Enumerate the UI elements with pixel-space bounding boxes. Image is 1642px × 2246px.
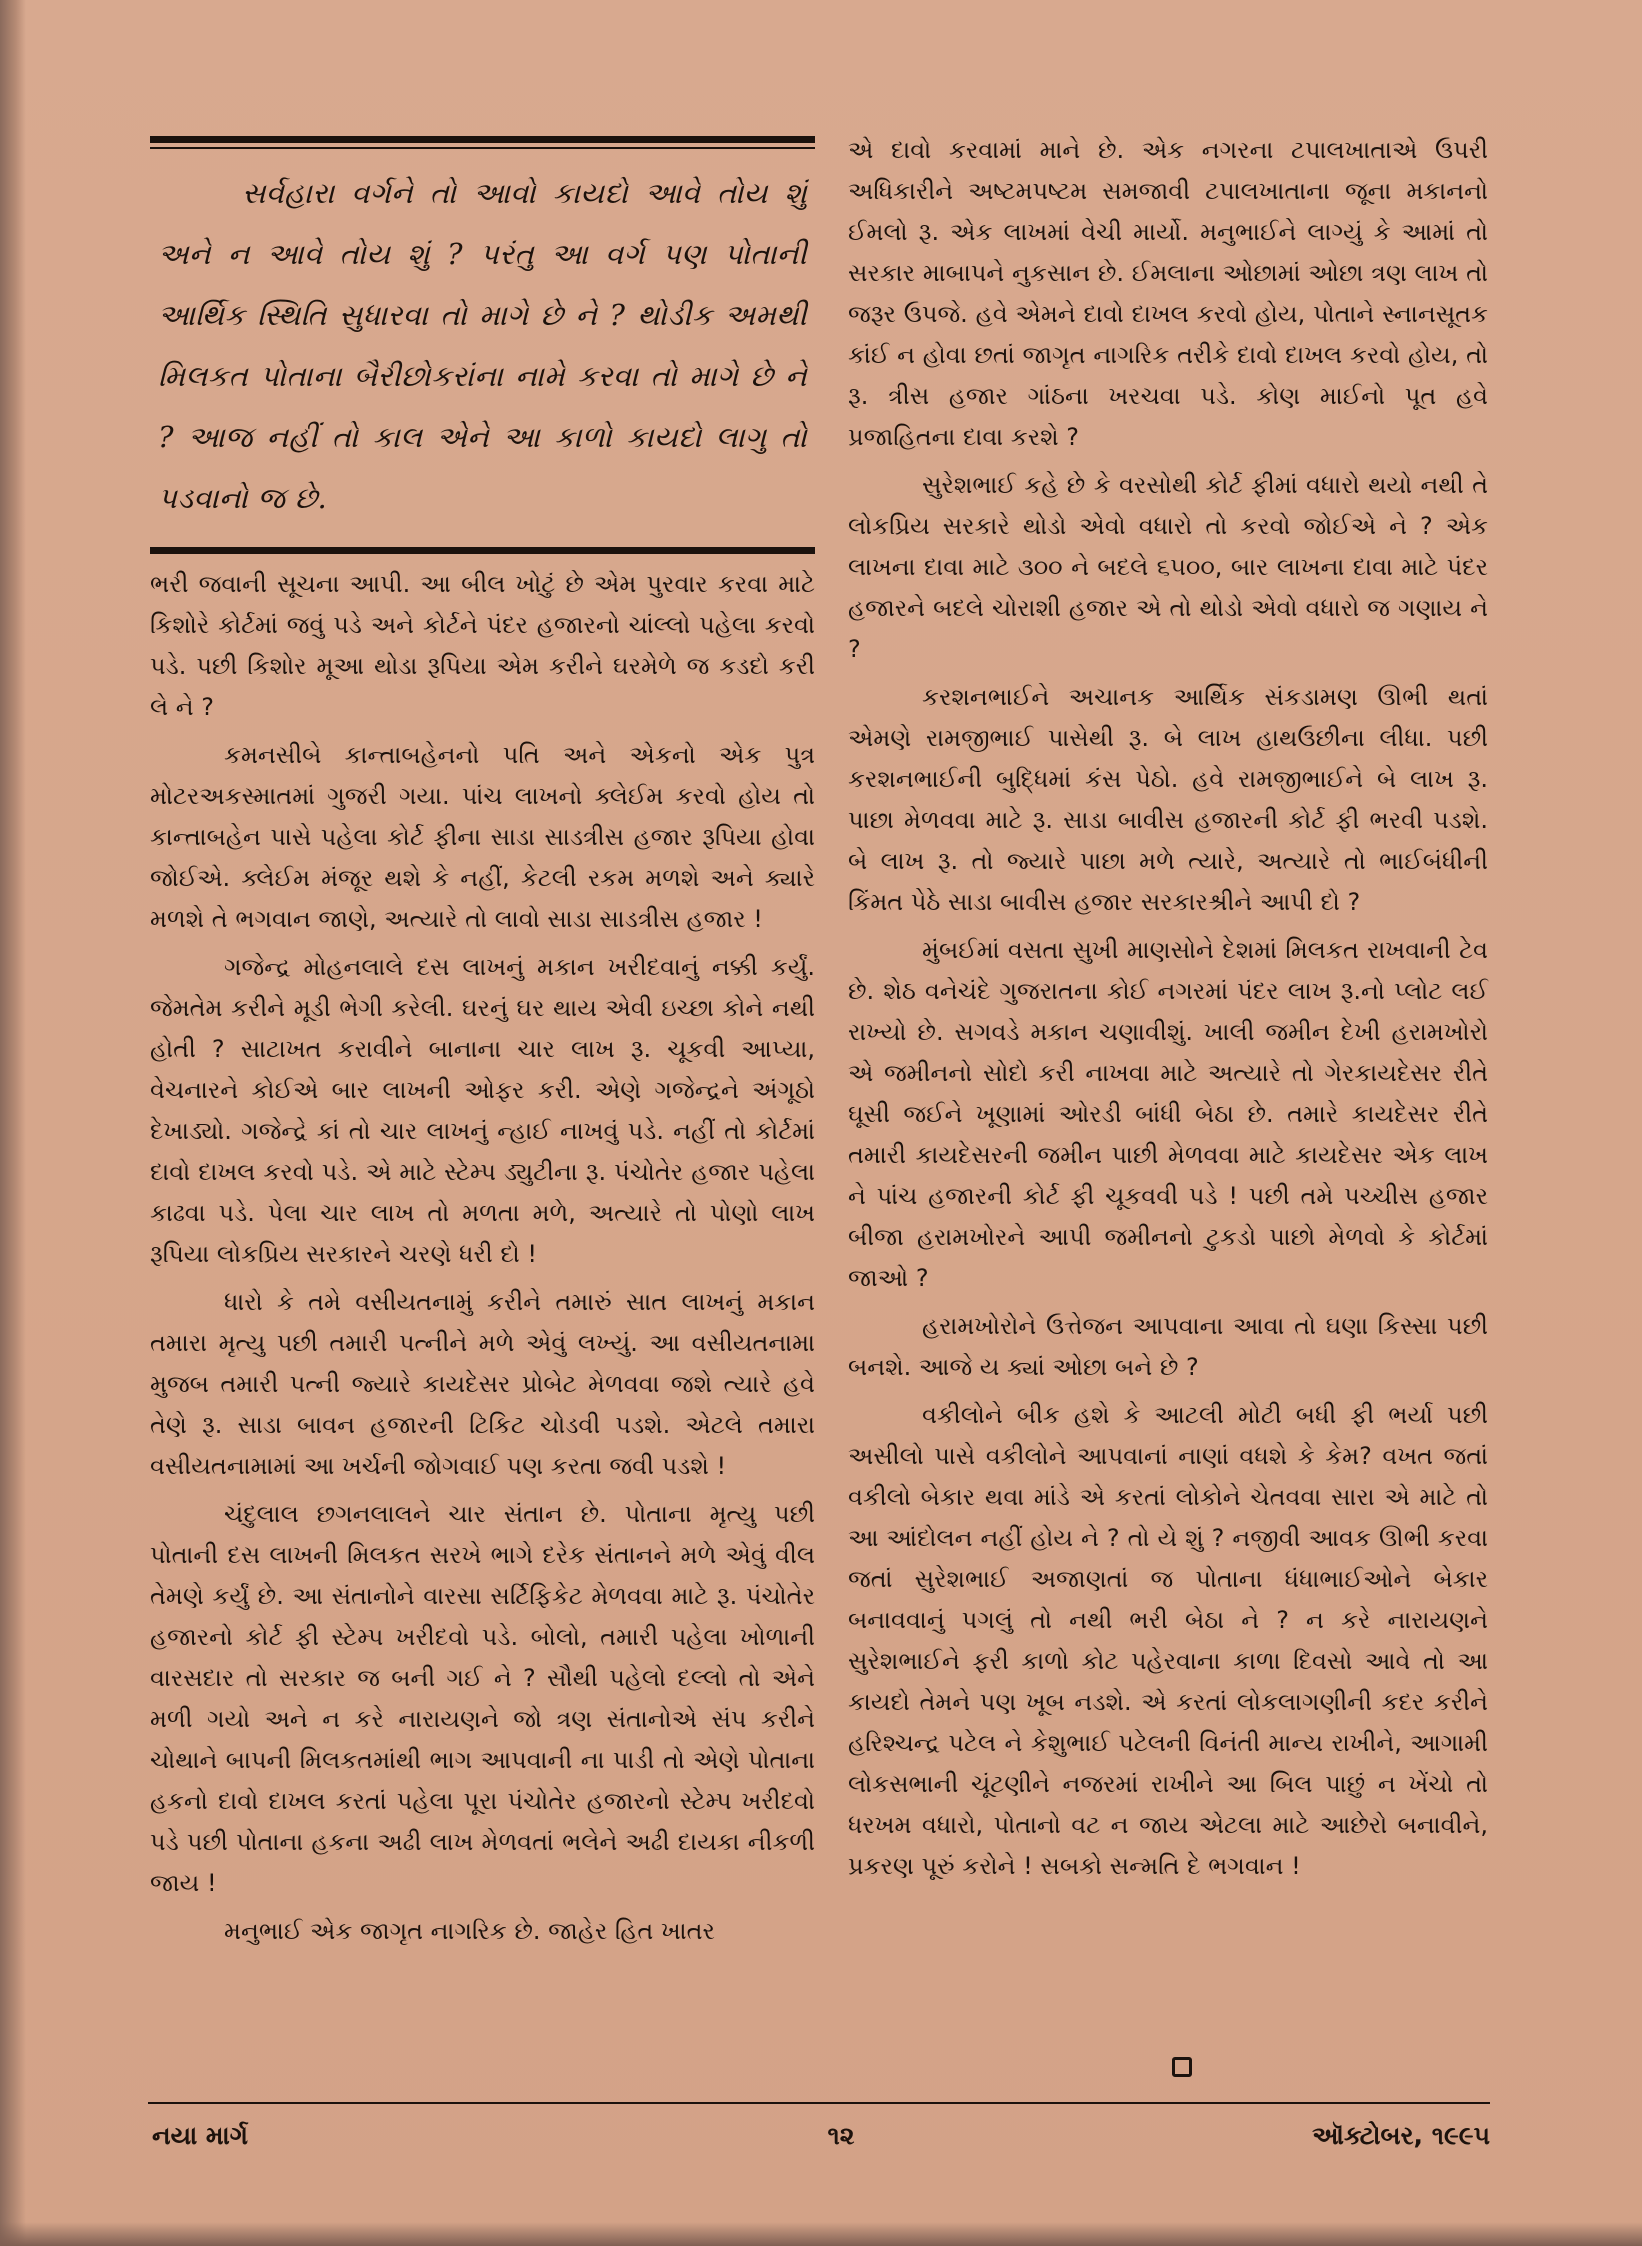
left-paragraph-1: ભરી જવાની સૂચના આપી. આ બીલ ખોટું છે એમ પુરવાર કરવા માટે કિશોરે કોર્ટમાં જવું પડે અને કોર્ટને પંદર હજારનો ચાંલ્લો પહેલા કરવો પડે. પછી કિશોર મૂઆ થોડા રૂપિયા એમ કરીને ઘરમેળે જ કડદો કરી લે ને ? xyxy=(150,570,815,721)
left-paragraph-5: ચંદુલાલ છગનલાલને ચાર સંતાન છે. પોતાના મૃત્યુ પછી પોતાની દસ લાખની મિલકત સરખે ભાગે દરેક સંતાનને મળે એવું વીલ તેમણે કર્યું છે. આ સંતાનોને વારસા સર્ટિફિકેટ મેળવવા માટે રૂ. પંચોતેર હજારનો કોર્ટ ફી સ્ટેમ્પ ખરીદવો પડે. બોલો, તમારી પહેલા ખોળાની વારસદાર તો સરકાર જ બની ગઈ ને ? સૌથી પહેલો દલ્લો તો એને મળી ગયો અને ન કરે નારાયણને જો ત્રણ સંતાનોએ સંપ કરીને ચોથાને બાપની મિલકતમાંથી ભાગ આપવાની ના પાડી તો એણે પોતાના હકનો દાવો દાખલ કરતાં પહેલા પૂરા પંચોતેર હજારનો સ્ટેમ્પ ખરીદવો પડે પછી પોતાના હકના અઢી લાખ મેળવતાં ભલેને અઢી દાયકા નીકળી જાય ! xyxy=(150,1500,815,1897)
pull-quote-text: સર્વહારા વર્ગને તો આવો કાયદો આવે તોય શું અને ન આવે તોય શું ? પરંતુ આ વર્ગ પણ પોતાની આર્થિક સ્થિતિ સુધારવા તો માગે છે ને ? થોડીક અમથી મિલકત પોતાના બૈરીછોકરાંના નામે કરવા તો માગે છે ને ? આજ નહીં તો કાલ એને આ કાળો કાયદો લાગુ તો પડવાનો જ છે. xyxy=(158,176,807,515)
footer-rule xyxy=(148,2102,1490,2104)
pull-quote xyxy=(150,149,815,547)
article-end-square-icon xyxy=(1172,2057,1192,2077)
left-paragraph-4: ધારો કે તમે વસીયતનામું કરીને તમારું સાત લાખનું મકાન તમારા મૃત્યુ પછી તમારી પત્નીને મળે એવું લખ્યું. આ વસીયતનામા મુજબ તમારી પત્ની જ્યારે કાયદેસર પ્રોબેટ મેળવવા જશે ત્યારે હવે તેણે રૂ. સાડા બાવન હજારની ટિકિટ ચોડવી પડશે. એટલે તમારા વસીયતનામામાં આ ખર્ચની જોગવાઈ પણ કરતા જવી પડશે ! xyxy=(150,1288,815,1480)
footer-page-number: ૧૨ xyxy=(827,2121,855,2150)
left-column xyxy=(150,136,815,1952)
pull-quote-top-rule xyxy=(150,136,815,143)
right-column xyxy=(848,130,1488,1887)
footer-date: ઑક્ટોબર, ૧૯૯૫ xyxy=(1312,2121,1490,2150)
left-paragraph-3: ગજેન્દ્ર મોહનલાલે દસ લાખનું મકાન ખરીદવાનું નક્કી કર્યું. જેમતેમ કરીને મૂડી ભેગી કરેલી. ઘરનું ઘર થાય એવી ઇચ્છા કોને નથી હોતી ? સાટાખત કરાવીને બાનાના ચાર લાખ રૂ. ચૂકવી આપ્યા, વેચનારને કોઈએ બાર લાખની ઓફર કરી. એણે ગજેન્દ્રને અંગૂઠો દેખાડ્યો. ગજેન્દ્રે કાં તો ચાર લાખનું ન્હાઈ નાખવું પડે. નહીં તો કોર્ટમાં દાવો દાખલ કરવો પડે. એ માટે સ્ટેમ્પ ડ્યુટીના રૂ. પંચોતેર હજાર પહેલા કાઢવા પડે. પેલા ચાર લાખ તો મળતા મળે, અત્યારે તો પોણો લાખ રૂપિયા લોકપ્રિય સરકારને ચરણે ધરી દો ! xyxy=(150,953,815,1268)
footer-magazine-name: નયા માર્ગ xyxy=(152,2121,248,2150)
page-edge-shadow xyxy=(0,0,26,2246)
right-paragraph-3: કરશનભાઈને અચાનક આર્થિક સંકડામણ ઊભી થતાં એમણે રામજીભાઈ પાસેથી રૂ. બે લાખ હાથઉછીના લીધા. પછી કરશનભાઈની બુદ્ધિમાં કંસ પેઠો. હવે રામજીભાઈને બે લાખ રૂ. પાછા મેળવવા માટે રૂ. સાડા બાવીસ હજારની કોર્ટ ફી ભરવી પડશે. બે લાખ રૂ. તો જ્યારે પાછા મળે ત્યારે, અત્યારે તો ભાઈબંધીની કિંમત પેઠે સાડા બાવીસ હજાર સરકારશ્રીને આપી દો ? xyxy=(848,683,1488,916)
right-paragraph-5: હરામખોરોને ઉત્તેજન આપવાના આવા તો ઘણા કિસ્સા પછી બનશે. આજે ય ક્યાં ઓછા બને છે ? xyxy=(848,1312,1488,1381)
right-paragraph-4: મુંબઈમાં વસતા સુખી માણસોને દેશમાં મિલકત રાખવાની ટેવ છે. શેઠ વનેચંદે ગુજરાતના કોઈ નગરમાં પંદર લાખ રૂ.નો પ્લોટ લઈ રાખ્યો છે. સગવડે મકાન ચણાવીશું. ખાલી જમીન દેખી હરામખોરો એ જમીનનો સોદો કરી નાખવા માટે અત્યારે તો ગેરકાયદેસર રીતે ઘૂસી જઈને ખૂણામાં ઓરડી બાંધી બેઠા છે. તમારે કાયદેસર રીતે તમારી કાયદેસરની જમીન પાછી મેળવવા માટે કાયદેસર એક લાખ ને પાંચ હજારની કોર્ટ ફી ચૂકવવી પડે ! પછી તમે પચ્ચીસ હજાર બીજા હરામખોરને આપી જમીનનો ટુકડો પાછો મેળવો કે કોર્ટમાં જાઓ ? xyxy=(848,936,1488,1292)
right-paragraph-1: એ દાવો કરવામાં માને છે. એક નગરના ટપાલખાતાએ ઉપરી અધિકારીને અષ્ટમપષ્ટમ સમજાવી ટપાલખાતાના જૂના મકાનનો ઈમલો રૂ. એક લાખમાં વેચી માર્યો. મનુભાઈને લાગ્યું કે આમાં તો સરકાર માબાપને નુકસાન છે. ઈમલાના ઓછામાં ઓછા ત્રણ લાખ તો જરૂર ઉપજે. હવે એમને દાવો દાખલ કરવો હોય, પોતાને સ્નાનસૂતક કાંઈ ન હોવા છતાં જાગૃત નાગરિક તરીકે દાવો દાખલ કરવો હોય, તો રૂ. ત્રીસ હજાર ગાંઠના ખરચવા પડે. કોણ માઈનો પૂત હવે પ્રજાહિતના દાવા કરશે ? xyxy=(848,136,1488,451)
right-paragraph-2: સુરેશભાઈ કહે છે કે વરસોથી કોર્ટ ફીમાં વધારો થયો નથી તે લોકપ્રિય સરકારે થોડો એવો વધારો તો કરવો જોઈએ ને ? એક લાખના દાવા માટે ૩૦૦ ને બદલે ૬૫૦૦, બાર લાખના દાવા માટે પંદર હજારને બદલે ચોરાશી હજાર એ તો થોડો એવો વધારો જ ગણાય ને ? xyxy=(848,471,1488,663)
left-paragraph-2: કમનસીબે કાન્તાબહેનનો પતિ અને એકનો એક પુત્ર મોટરઅકસ્માતમાં ગુજરી ગયા. પાંચ લાખનો ક્લેઈમ કરવો હોય તો કાન્તાબહેન પાસે પહેલા કોર્ટ ફીના સાડા સાડત્રીસ હજાર રૂપિયા હોવા જોઈએ. ક્લેઈમ મંજૂર થશે કે નહીં, કેટલી રકમ મળશે અને ક્યારે મળશે તે ભગવાન જાણે, અત્યારે તો લાવો સાડા સાડત્રીસ હજાર ! xyxy=(150,741,815,933)
pull-quote-bottom-rule xyxy=(150,547,815,554)
page-bottom-shadow xyxy=(0,2222,1642,2246)
right-paragraph-6: વકીલોને બીક હશે કે આટલી મોટી બધી ફી ભર્યા પછી અસીલો પાસે વકીલોને આપવાનાં નાણાં વધશે કે કેમ? વખત જતાં વકીલો બેકાર થવા માંડે એ કરતાં લોકોને ચેતવવા સારા એ માટે તો આ આંદોલન નહીં હોય ને ? તો યે શું ? નજીવી આવક ઊભી કરવા જતાં સુરેશભાઈ અજાણતાં જ પોતાના ધંધાભાઈઓને બેકાર બનાવવાનું પગલું તો નથી ભરી બેઠા ને ? ન કરે નારાયણને સુરેશભાઈને ફરી કાળો કોટ પહેરવાના કાળા દિવસો આવે તો આ કાયદો તેમને પણ ખૂબ નડશે. એ કરતાં લોકલાગણીની કદર કરીને હરિશ્ચન્દ્ર પટેલ ને કેશુભાઈ પટેલની વિનંતી માન્ય રાખીને, આગામી લોકસભાની ચૂંટણીને નજરમાં રાખીને આ બિલ પાછું ન ખેંચો તો ધરખમ વધારો, પોતાનો વટ ન જાય એટલા માટે આછેરો બનાવીને, પ્રકરણ પૂરું કરોને ! સબકો સન્મતિ દે ભગવાન ! xyxy=(848,1401,1488,1880)
left-paragraph-6: મનુભાઈ એક જાગૃત નાગરિક છે. જાહેર હિત ખાતર xyxy=(224,1917,715,1945)
